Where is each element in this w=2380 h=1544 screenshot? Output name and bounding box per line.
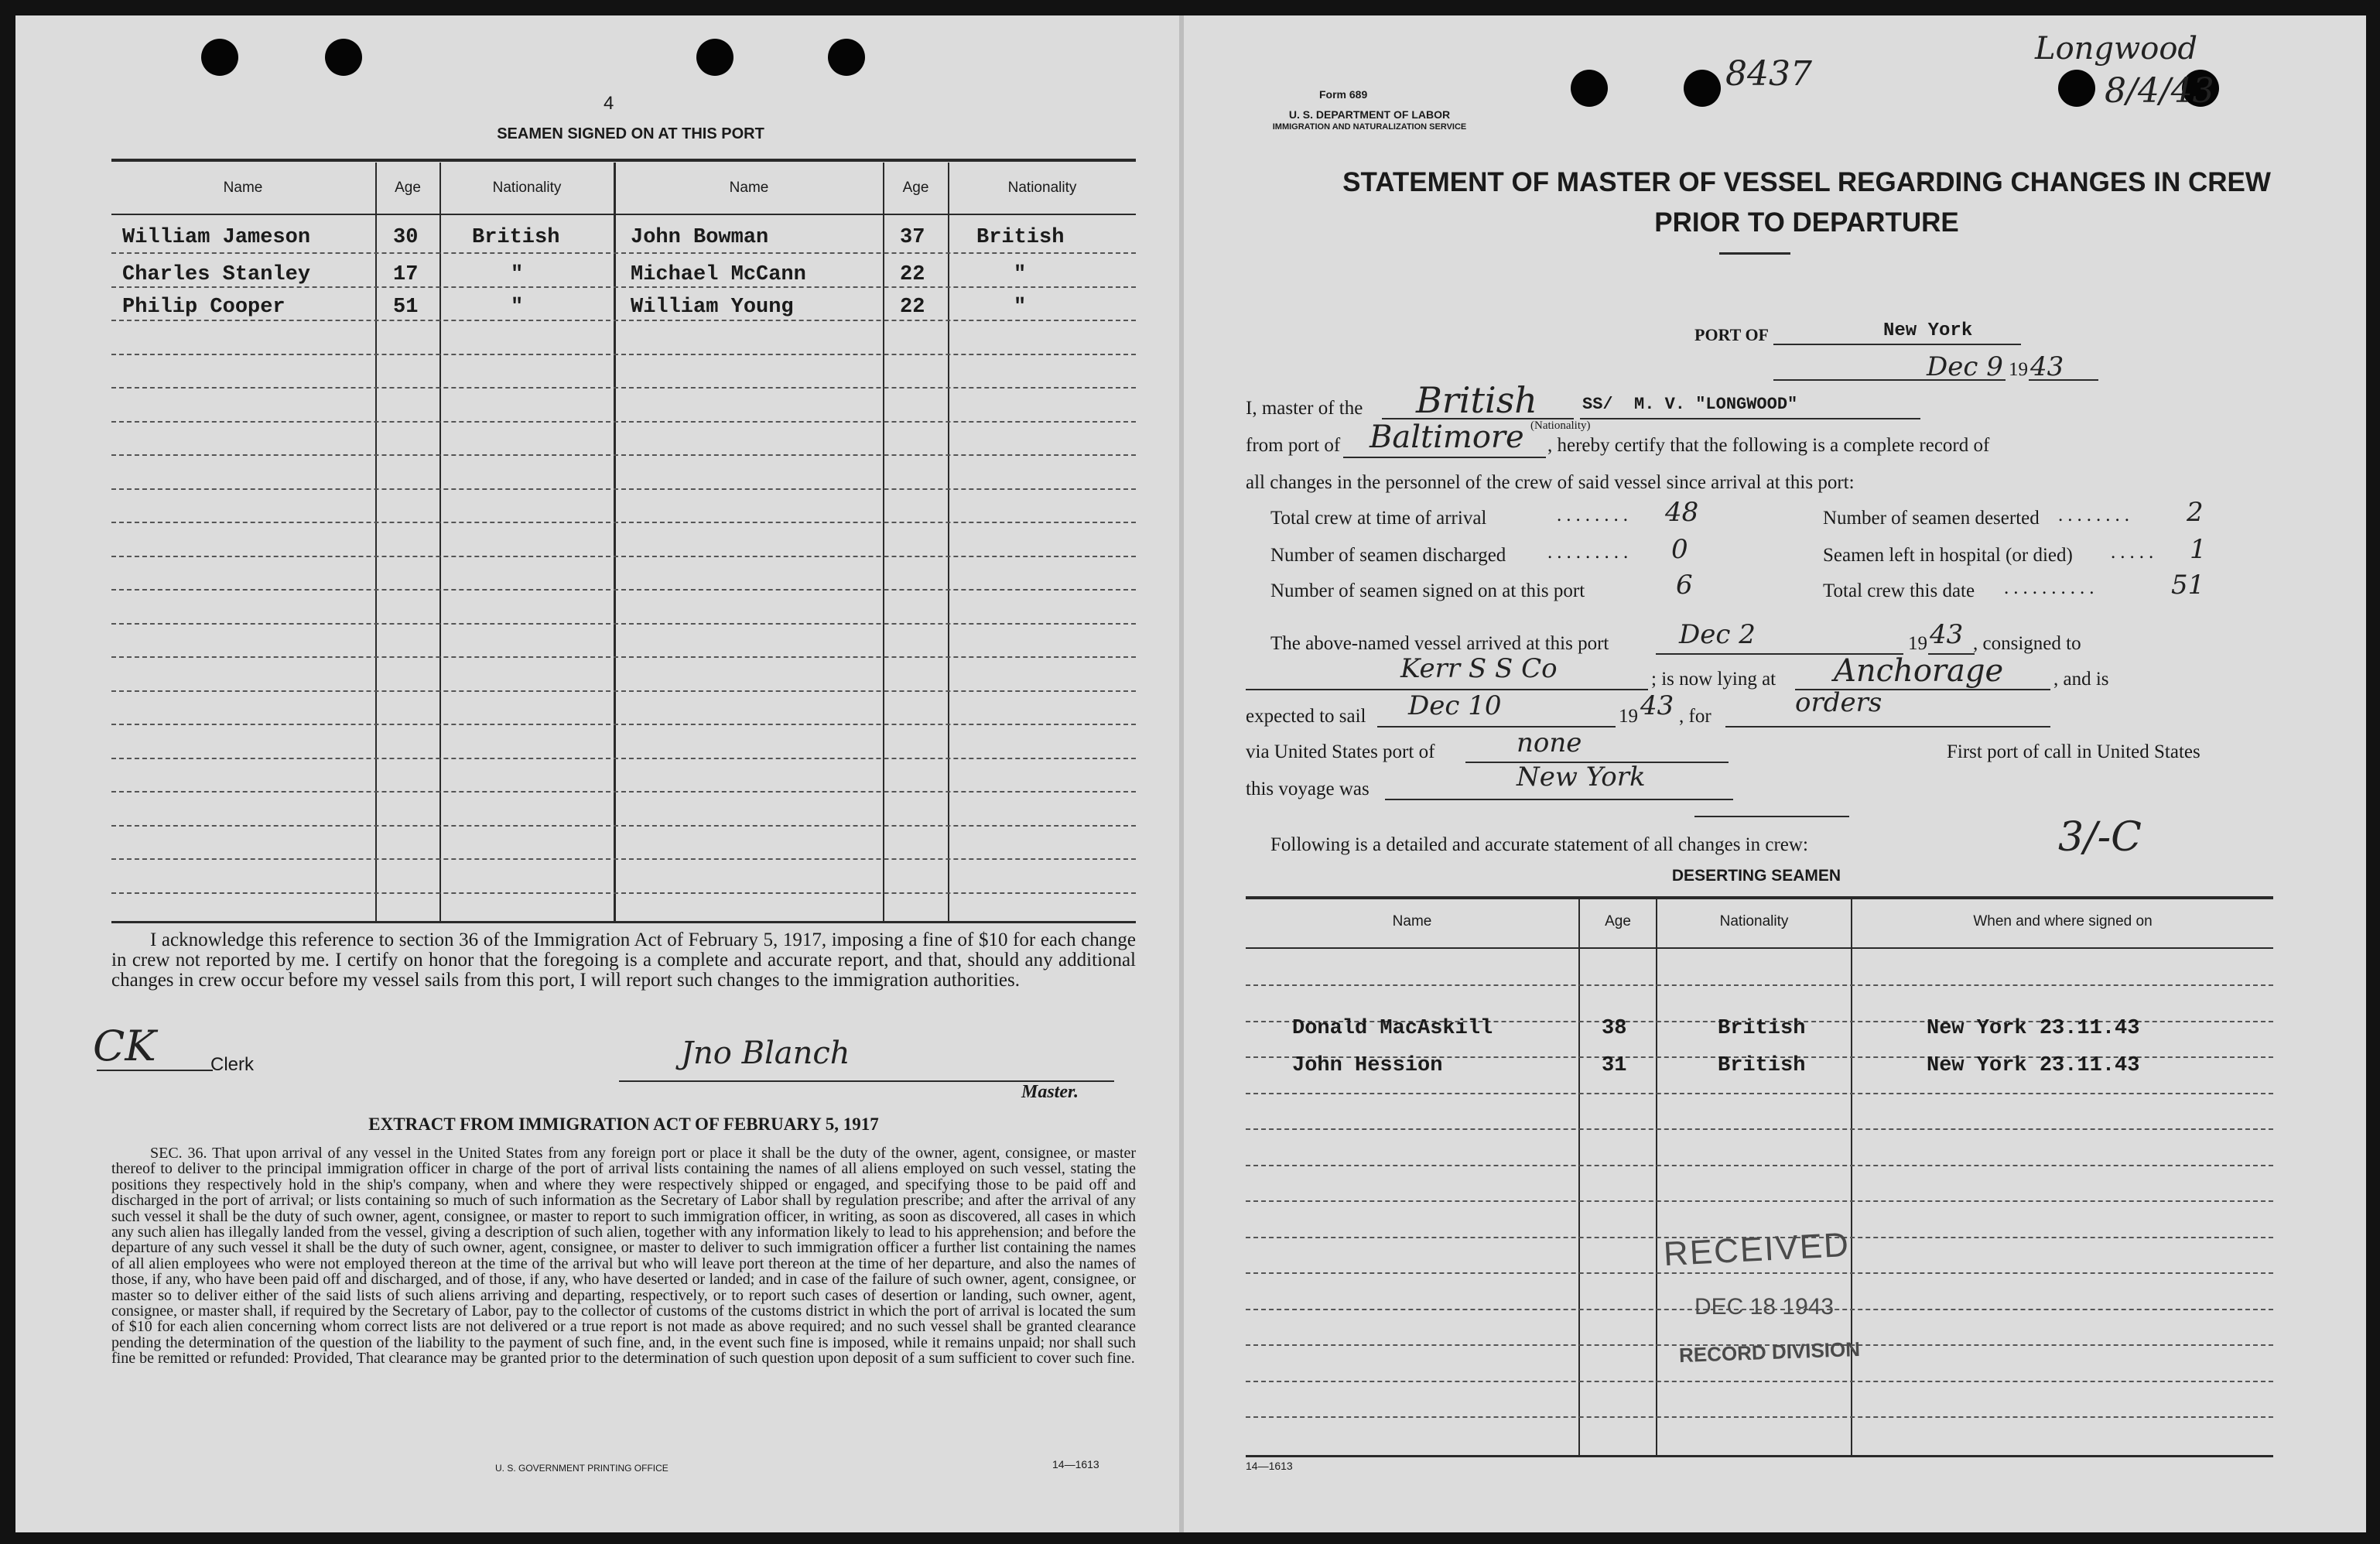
stat-label: Seamen left in hospital (or died) [1823,545,2073,566]
row-rule [111,354,1136,355]
row-rule [111,892,1136,894]
vessel-name: M. V. "LONGWOOD" [1634,395,1798,414]
col-header-age-2: Age [902,180,929,196]
file-number: 8437 [1725,54,1812,94]
form-code: 14—1613 [1246,1460,1293,1472]
stat-label: Number of seamen discharged [1270,545,1506,566]
col-header-nationality: Nationality [492,180,562,196]
stat-label: Total crew this date [1823,580,1975,601]
deserter-signed-on: New York 23.11.43 [1927,1017,2140,1040]
expected-year-prefix: 19 [1619,706,1638,727]
row-rule [111,791,1136,793]
seaman-nationality: " [1014,263,1027,286]
corner-note-vessel: Longwood [2035,31,2198,67]
expected-year: 43 [1640,690,1674,721]
deserter-age: 38 [1602,1017,1627,1040]
statement-title [1300,163,2313,243]
seaman-nationality: British [976,226,1065,249]
deserter-name: Donald MacAskill [1292,1017,1493,1040]
service-name: IMMIGRATION AND NATURALIZATION SERVICE [1272,122,1467,132]
punch-hole [1684,70,1721,107]
punch-hole [696,39,733,76]
stamp-division: RECORD DIVISION [1678,1337,1861,1368]
form-code: 14—1613 [1052,1458,1099,1470]
stat-label: Total crew at time of arrival [1270,508,1487,529]
seaman-name: Charles Stanley [122,263,311,286]
nationality-value: British [1416,379,1537,421]
punch-hole [325,39,362,76]
row-rule [111,589,1136,591]
and-is-label: , and is [2053,669,2109,690]
stat-label: Number of seamen signed on at this port [1270,580,1585,601]
master-label: Master. [1021,1082,1079,1102]
seaman-name: John Bowman [631,226,769,249]
clerk-initials: CK [93,1022,156,1070]
department-name: U. S. DEPARTMENT OF LABOR [1288,108,1451,121]
row-rule [111,858,1136,860]
year-value: 43 [2030,351,2064,382]
consigned-label: , consigned to [1973,633,2081,654]
stat-value: 2 [2187,497,2204,528]
year-prefix: 19 [2009,359,2028,380]
code-note: 3/-C [2058,814,2142,861]
seaman-age: 51 [393,296,419,319]
deserter-age: 31 [1602,1054,1627,1077]
row-rule [1246,984,2273,986]
deserting-title: DESERTING SEAMEN [1671,867,1841,885]
row-rule [111,724,1136,725]
page-number: 4 [604,93,614,114]
row-rule [111,454,1136,456]
seaman-age: 22 [900,263,925,286]
row-rule [111,690,1136,692]
seaman-age: 30 [393,226,419,249]
arrived-year-prefix: 19 [1908,633,1927,654]
row-rule [111,623,1136,625]
port-of-label: PORT OF [1694,325,1769,344]
stamp-received: RECEIVED [1662,1225,1852,1274]
acknowledgement-text: I acknowledge this reference to section 36 of the Immigration Act of February 5, 1917, imposing a fine of $10 for each change in crew not reported by me. I certify on honor that the foregoing is a complete and accurate report, and that, should any additional changes in crew occur before my vessel sails from this port, I will report such changes to the immigration authorities. [111,929,1136,991]
for-label: , for [1679,706,1711,727]
stat-label: Number of seamen deserted [1823,508,2040,529]
row-rule [1246,1165,2273,1166]
vessel-prefix: SS/ [1582,395,1613,414]
row-rule [111,758,1136,759]
row-rule [1246,1416,2273,1418]
stat-value: 51 [2171,570,2205,601]
printing-office: U. S. GOVERNMENT PRINTING OFFICE [495,1463,669,1474]
master-signature: Jno Blanch [681,1036,850,1071]
row-rule [111,825,1136,827]
seaman-name: Philip Cooper [122,296,286,319]
col-header-name: Name [1392,913,1432,929]
col-header-nationality-2: Nationality [1007,180,1077,196]
nationality-caption: (Nationality) [1530,419,1591,432]
col-header-nationality: Nationality [1719,913,1789,929]
stamp-date: DEC 18 1943 [1694,1294,1835,1320]
voyage-value: New York [1517,762,1646,793]
seaman-age: 37 [900,226,925,249]
right-page: 8437 Longwood 8/4/43 Form 689 U. S. DEPARTMENT OF LABOR IMMIGRATION AND NATURALIZATION SERVICE STATEMENT OF MASTER OF VESSEL REGARDING CHANGES IN CREW PRIOR TO DEPARTURE PORT OF New York Dec 9 19 43 I, master of the British (Nationality) SS/ M. V. "LONGWOOD" from port of Baltimore , hereby certify that the following is a complete record of all changes in the personnel of the crew of said vessel since arrival at this port: Total crew at time of arrival ........ 48 Number of seamen deserted ........ 2 Number of seamen discharged ......... 0 Seamen left in hospital (or died) ..... 1 Number of seamen signed on at this port 6 Total crew this date .......... 51 The above-named vessel arrived at this port Dec 2 19 43 , consigned to Kerr S S Co ; is now lying at Anchorage , and is expected to sail Dec 10 19 43 , for orders via United States port of none First port of call in United States this voyage was New York Following is a detailed and accurate statement of all changes in crew: 3/-C DESERTING SEAMEN Name Age Nationality When and where signed on Donald MacAskill 38 British New York 23.11.43 John Hession 31 British New York 23.11.43 RECEIVED DEC 18 1943 RECORD DIVISION 14—1613 [1184,15,2366,1532]
stat-value: 1 [2190,534,2207,565]
seaman-name: William Jameson [122,226,311,249]
consignee-value: Kerr S S Co [1400,653,1558,684]
seaman-age: 22 [900,296,925,319]
col-header-age: Age [1605,913,1631,929]
seaman-name: Michael McCann [631,263,806,286]
issuing-agency [1261,108,1478,133]
for-value: orders [1795,687,1882,718]
punch-hole [828,39,865,76]
row-rule [111,522,1136,523]
row-rule [111,488,1136,490]
deserter-name: John Hession [1292,1054,1443,1077]
expected-label: expected to sail [1246,706,1366,727]
stat-value: 6 [1676,570,1693,601]
signed-on-title: SEAMEN SIGNED ON AT THIS PORT [497,125,764,142]
master-of-label: I, master of the [1246,398,1363,419]
punch-hole [1571,70,1608,107]
row-rule [111,556,1136,557]
lying-label: ; is now lying at [1651,669,1776,690]
form-number: Form 689 [1319,88,1368,101]
voyage-label: this voyage was [1246,779,1370,799]
row-rule [1246,1093,2273,1094]
port-of-value: New York [1883,320,1973,341]
col-header-name: Name [223,180,263,196]
expected-value: Dec 10 [1408,690,1502,721]
via-value: none [1517,727,1582,758]
seaman-nationality: British [472,226,560,249]
row-rule [111,387,1136,389]
via-label: via United States port of [1246,741,1435,762]
title-line-2: PRIOR TO DEPARTURE [1654,207,1959,238]
seaman-age: 17 [393,263,419,286]
seaman-nationality: " [511,296,524,319]
clerk-label: Clerk [210,1054,255,1075]
row-rule [111,656,1136,658]
title-line-1: STATEMENT OF MASTER OF VESSEL REGARDING CHANGES IN CREW [1342,167,2271,197]
punch-hole [2058,70,2095,107]
extract-title: EXTRACT FROM IMMIGRATION ACT OF FEBRUARY 5, 1917 [368,1114,879,1134]
col-header-signed-on: When and where signed on [1973,913,2153,929]
seaman-nationality: " [511,263,524,286]
row-rule [111,252,1136,254]
certify-text: , hereby certify that the following is a complete record of [1547,435,1990,456]
left-page [15,15,1182,1532]
from-port-value: Baltimore [1370,419,1524,455]
extract-text: SEC. 36. That upon arrival of any vessel in the United States from any foreign port or place it shall be the duty of the owner, agent, consignee, or master thereof to deliver to the principal immigration officer in charge of the port of arrival lists containing the names of all aliens employed on such vessel, stating the positions they respectively hold in the ship's company, when and where they were respectively shipped or engaged, and specifying those to be paid off and discharged in the port of arrival; or lists containing so much of such information as the Secretary of Labor shall by regulation prescribe; and after the arrival of any such vessel it shall be the duty of such owner, agent, consignee, or master to report to such immigration officer, in writing, as soon as discovered, all cases in which any such alien has illegally landed from the vessel, giving a description of such alien, together with any information likely to lead to his apprehension; and before the departure of any such vessel it shall be the duty of such owner, agent, consignee, or master to deliver to such immigration officer a further list containing the names of all alien employees who were not employed thereon at the time of the arrival but who will leave port thereon at the time of her departure, and also the names of those, if any, who have been paid off and discharged, and of those, if any, who have deserted or landed; and in case of the failure of such owner, agent, consignee, or master so to deliver either of the said lists of such aliens arriving and departing, respectively, or to report such cases of desertion or landing, such owner, agent, consignee, or master shall, if required by the Secretary of Labor, pay to the collector of customs of the customs district in which the port of arrival is located the sum of $10 for each alien concerning whom correct lists are not delivered or a true report is not made as above required; and no such vessel shall be granted clearance pending the determination of the question of the liability to the payment of such fine, and, in the event such fine is imposed, while it remains unpaid; nor shall such fine be remitted or refunded: Provided, That clearance may be granted prior to the determination of such question upon deposit of a sum sufficient to cover such fine. [111,1145,1136,1368]
row-rule [111,421,1136,423]
changes-text: all changes in the personnel of the crew of said vessel since arrival at this port: [1246,472,1855,493]
row-rule [1246,1128,2273,1130]
row-rule [111,320,1136,321]
first-port-label: First port of call in United States [1947,741,2200,762]
report-date: Dec 9 [1927,351,2003,382]
row-rule [1246,1272,2273,1274]
punch-hole [201,39,238,76]
arrived-year: 43 [1930,619,1964,650]
stat-value: 48 [1665,497,1699,528]
lying-value: Anchorage [1834,653,2004,689]
row-rule [1246,1200,2273,1202]
col-header-name-2: Name [729,180,769,196]
arrived-value: Dec 2 [1679,619,1756,650]
stat-value: 0 [1671,534,1688,565]
from-port-label: from port of [1246,435,1341,456]
arrived-label: The above-named vessel arrived at this port [1270,633,1609,654]
corner-note-date: 8/4/43 [2105,71,2214,111]
seaman-nationality: " [1014,296,1027,319]
row-rule [1246,1381,2273,1382]
deserter-nationality: British [1718,1017,1806,1040]
following-label: Following is a detailed and accurate statement of all changes in crew: [1270,834,1808,855]
deserter-nationality: British [1718,1054,1806,1077]
col-header-age: Age [395,180,421,196]
deserter-signed-on: New York 23.11.43 [1927,1054,2140,1077]
seaman-name: William Young [631,296,794,319]
